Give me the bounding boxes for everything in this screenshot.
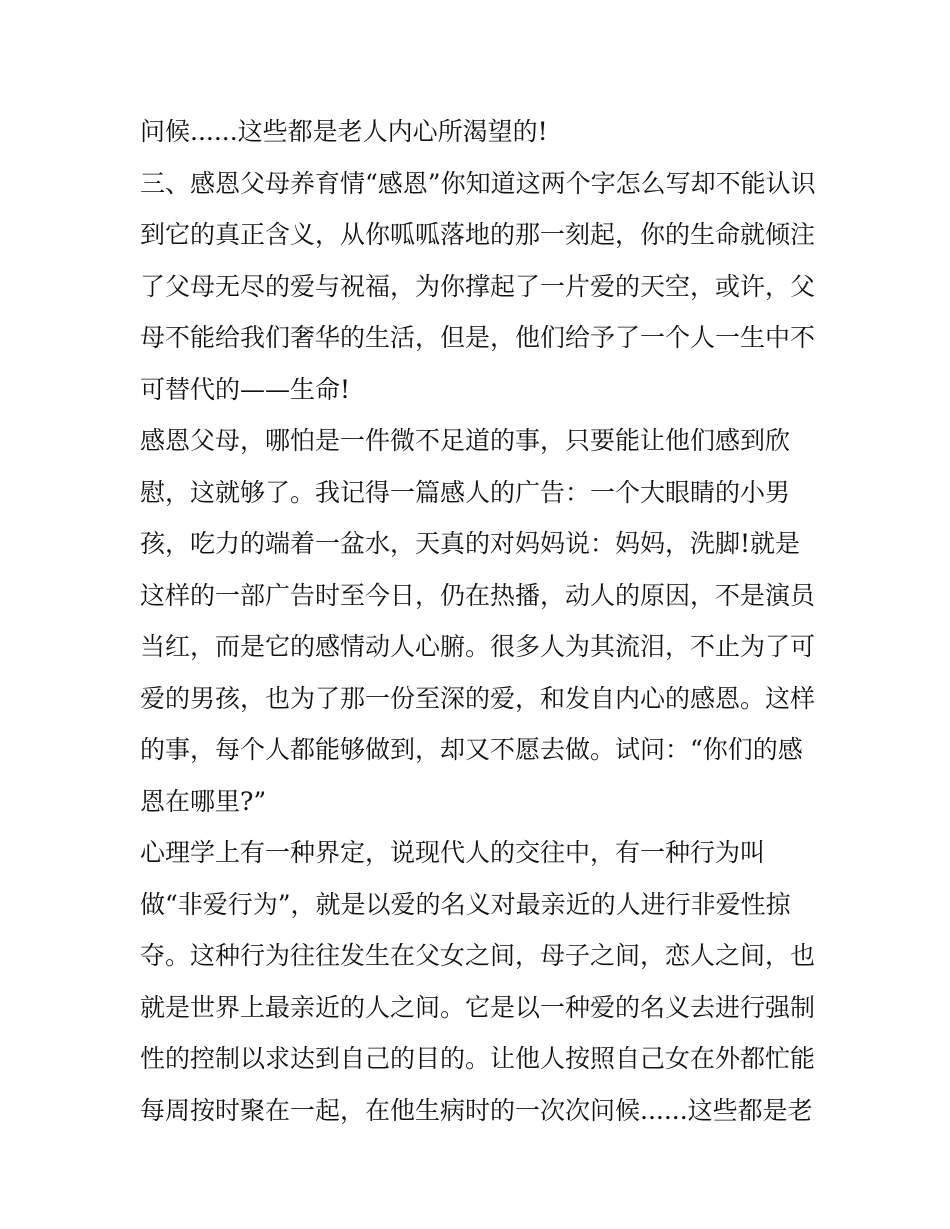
text-line: 慰，这就够了。我记得一篇感人的广告：一个大眼睛的小男 <box>140 477 791 507</box>
text-line: 就是世界上最亲近的人之间。它是以一种爱的名义去进行强制 <box>140 992 816 1022</box>
text-line: 夺。这种行为往往发生在父女之间，母子之间，恋人之间，也 <box>140 941 816 970</box>
text-line: 问候......这些都是老人内心所渴望的! <box>140 117 548 146</box>
text-line: 孩，吃力的端着一盆水，天真的对妈妈说：妈妈，洗脚!就是 <box>140 529 801 558</box>
text-line: 这样的一部广告时至今日，仍在热播，动人的原因，不是演员 <box>140 580 816 610</box>
text-line: 爱的男孩，也为了那一份至深的爱，和发自内心的感恩。这样 <box>140 683 816 713</box>
text-line: 可替代的——生命! <box>140 374 351 404</box>
text-line: 了父母无尽的爱与祝福，为你撑起了一片爱的天空，或许，父 <box>140 271 816 301</box>
text-line: 当红，而是它的感情动人心腑。很多人为其流泪，不止为了可 <box>140 632 816 661</box>
text-line: 的事，每个人都能够做到，却又不愿去做。试问：“你们的感 <box>140 735 803 764</box>
text-line: 每周按时聚在一起，在他生病时的一次次问候......这些都是老 <box>140 1095 813 1125</box>
document-body <box>140 106 820 1136</box>
text-line: 做“非爱行为”，就是以爱的名义对最亲近的人进行非爱性掠 <box>140 889 791 919</box>
text-line: 三、感恩父母养育情“感恩”你知道这两个字怎么写却不能认识 <box>140 168 816 198</box>
text-line: 性的控制以求达到自己的目的。让他人按照自己女在外都忙能 <box>140 1044 816 1073</box>
text-line: 恩在哪里?” <box>140 786 267 816</box>
text-line: 到它的真正含义，从你呱呱落地的那一刻起，你的生命就倾注 <box>140 220 816 249</box>
text-line: 心理学上有一种界定，说现代人的交往中，有一种行为叫 <box>140 838 766 867</box>
text-line: 感恩父母，哪怕是一件微不足道的事，只要能让他们感到欣 <box>140 426 791 455</box>
text-line: 母不能给我们奢华的生活，但是，他们给予了一个人一生中不 <box>140 323 816 352</box>
